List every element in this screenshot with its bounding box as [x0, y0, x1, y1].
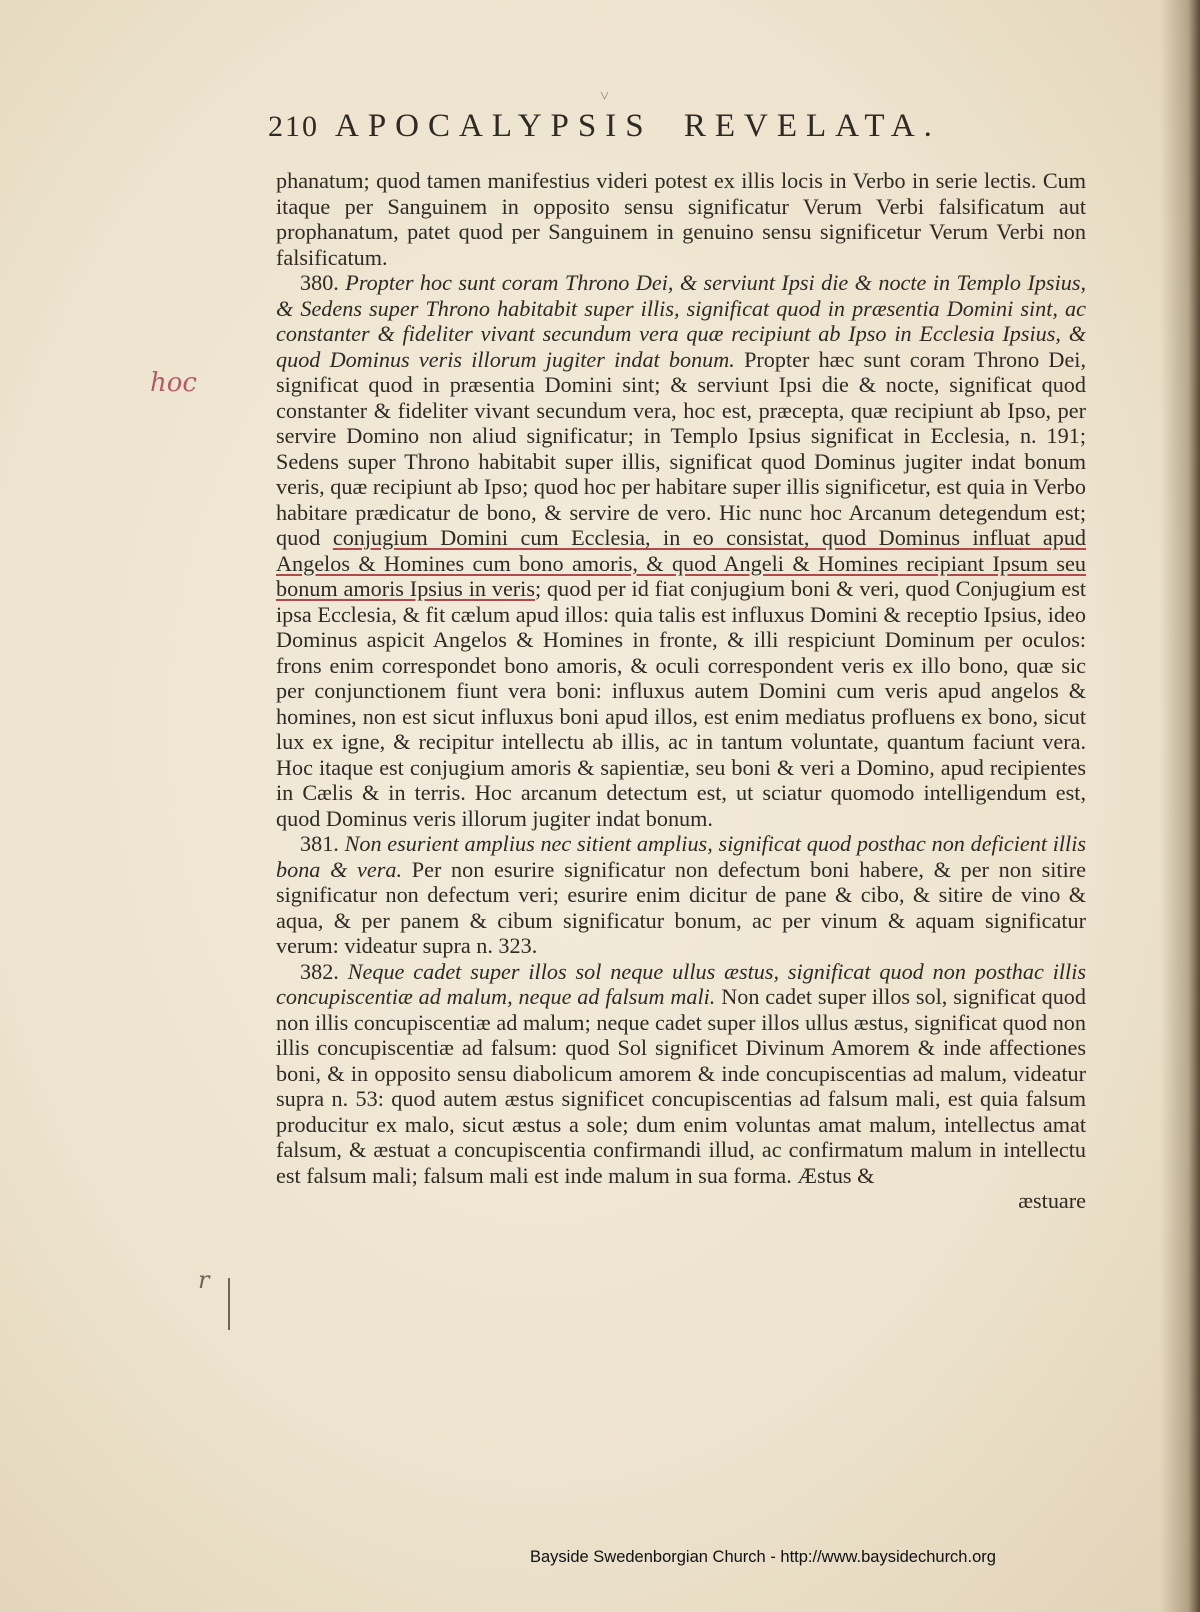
- catchword: æstuare: [1018, 1188, 1086, 1213]
- section-number: 381.: [300, 831, 339, 856]
- margin-line-mark: [228, 1278, 230, 1330]
- margin-note-r: r: [198, 1266, 210, 1294]
- scripture-quote: Propter hoc sunt coram Throno Dei, & serviunt Ipsi die & nocte in Templo Ipsius, & Sedens super Throno habitabit super illis, significat quod in præsentia Domini sint, ac constanter & fideliter vivant secundum vera quæ recipiunt ab Ipso in Ecclesia Ipsius, & quod Dominus veris illorum jugiter indat bonum.: [276, 270, 1087, 372]
- page-gutter-shadow: [1160, 0, 1200, 1612]
- footer-credit: Bayside Swedenborgian Church - http://www.baysidechurch.org: [530, 1548, 996, 1566]
- page-header: [268, 108, 1038, 145]
- paragraph-380: [276, 270, 1086, 831]
- paragraph-text: ; quod per id fiat conjugium boni & veri, quod Conjugium est ipsa Ecclesia, & fit cælum apud illos: quia talis est influxus Domini & receptio Ipsius, ideo Dominus aspicit Angelos & Homines in fronte, & illi respiciunt Dominum per oculos: frons enim correspondet bono amoris, & oculi correspondent veris ex illo bono, quæ sic per conjunctionem fiunt vera boni: influxus autem Domini cum veris apud angelos & homines, non est sicut influxus boni apud illos, est enim mediatus profluens ex bono, sicut lux ex igne, & recipitur intellectu ab illis, ac in tantum voluntate, quantum faciunt vera. Hoc itaque est conjugium amoris & sapientiæ, seu boni & veri a Domino, apud recipientes in Cælis & in terris. Hoc arcanum detectum est, ut sciatur quomodo intelligendum est, quod Dominus veris illorum jugiter indat bonum.: [276, 576, 1086, 831]
- body-text: [276, 168, 1086, 1214]
- page-number: 210: [268, 110, 319, 143]
- scripture-quote: Neque cadet super illos sol neque ullus æstus, significat quod non posthac illis concupiscentiæ ad malum, neque ad falsum mali.: [276, 958, 1086, 1009]
- paragraph-text: Non cadet super illos sol, significat quod non illis concupiscentiæ ad malum; neque cadet super illos ullus æstus, significat quod non illis concupiscentiæ ad falsum: quod Sol significet Divinum Amorem & inde affectiones boni, & in opposito sensu diabolicum amorem & inde concupiscentias ad malum, videatur supra n. 53: quod autem æstus significet concupiscentias ad falsum mali, est quia falsum producitur ex malo, sicut æstus a sole; dum enim voluntas amat malum, intellectus amat falsum, & æstuat a concupiscentia confirmandi illud, ac confirmatum malum in intellectu est falsum mali; falsum mali est inde malum in sua forma. Æstus &: [276, 984, 1086, 1188]
- paragraph-text: Per non esurire significatur non defectum boni habere, & per non sitire significatur non defectum veri; esurire enim dicitur de pane & cibo, & sitire de vino & aqua, & per panem & cibum significatur bonum, ac per vinum & aquam significatur verum: videatur supra n. 323.: [276, 856, 1086, 958]
- paragraph-continuation: phanatum; quod tamen manifestius videri potest ex illis locis in Verbo in serie lectis. Cum itaque per Sanguinem in opposito sensu significatur Verum Verbi falsificatum aut prophanatum, patet quod per Sanguinem in genuino sensu significetur Verum Verbi non falsificatum.: [276, 168, 1086, 270]
- section-number: 382.: [300, 958, 339, 984]
- paragraph-381: [276, 831, 1086, 959]
- paragraph-382: [276, 959, 1086, 1189]
- margin-note-hoc: hoc: [150, 368, 197, 398]
- underlined-passage: conjugium Domini cum Ecclesia, in eo consistat, quod Dominus influat apud Angelos & Homines cum bono amoris, & quod Angeli & Homines recipiant Ipsum seu bonum amoris Ipsius in veris: [276, 525, 1087, 601]
- ink-mark: ˅: [600, 88, 610, 105]
- section-number: 380.: [300, 270, 339, 295]
- paragraph-text: Propter hæc sunt coram Throno Dei, significat quod in præsentia Domini sint; & serviunt Ipsi die & nocte, significat quod constanter & fideliter vivant secundum vera, hoc est, præcepta, quæ recipiunt ab Ipso, per servire Domino non aliud significatur; in Templo Ipsius significat in Ecclesia, n. 191; Sedens super Throno habitabit super illis, significat quod Dominus jugiter indat bonum veris, quæ recipiunt ab Ipso; quod hoc per habitare super illis significetur, est quia in Verbo habitare prædicatur de bono, & servire de vero. Hic nunc hoc Arcanum detegendum est; quod: [276, 346, 1087, 550]
- running-head: APOCALYPSIS REVELATA.: [335, 108, 941, 144]
- scripture-quote: Non esurient amplius nec sitient amplius, significat quod posthac non deficient illis bona & vera.: [276, 831, 1087, 882]
